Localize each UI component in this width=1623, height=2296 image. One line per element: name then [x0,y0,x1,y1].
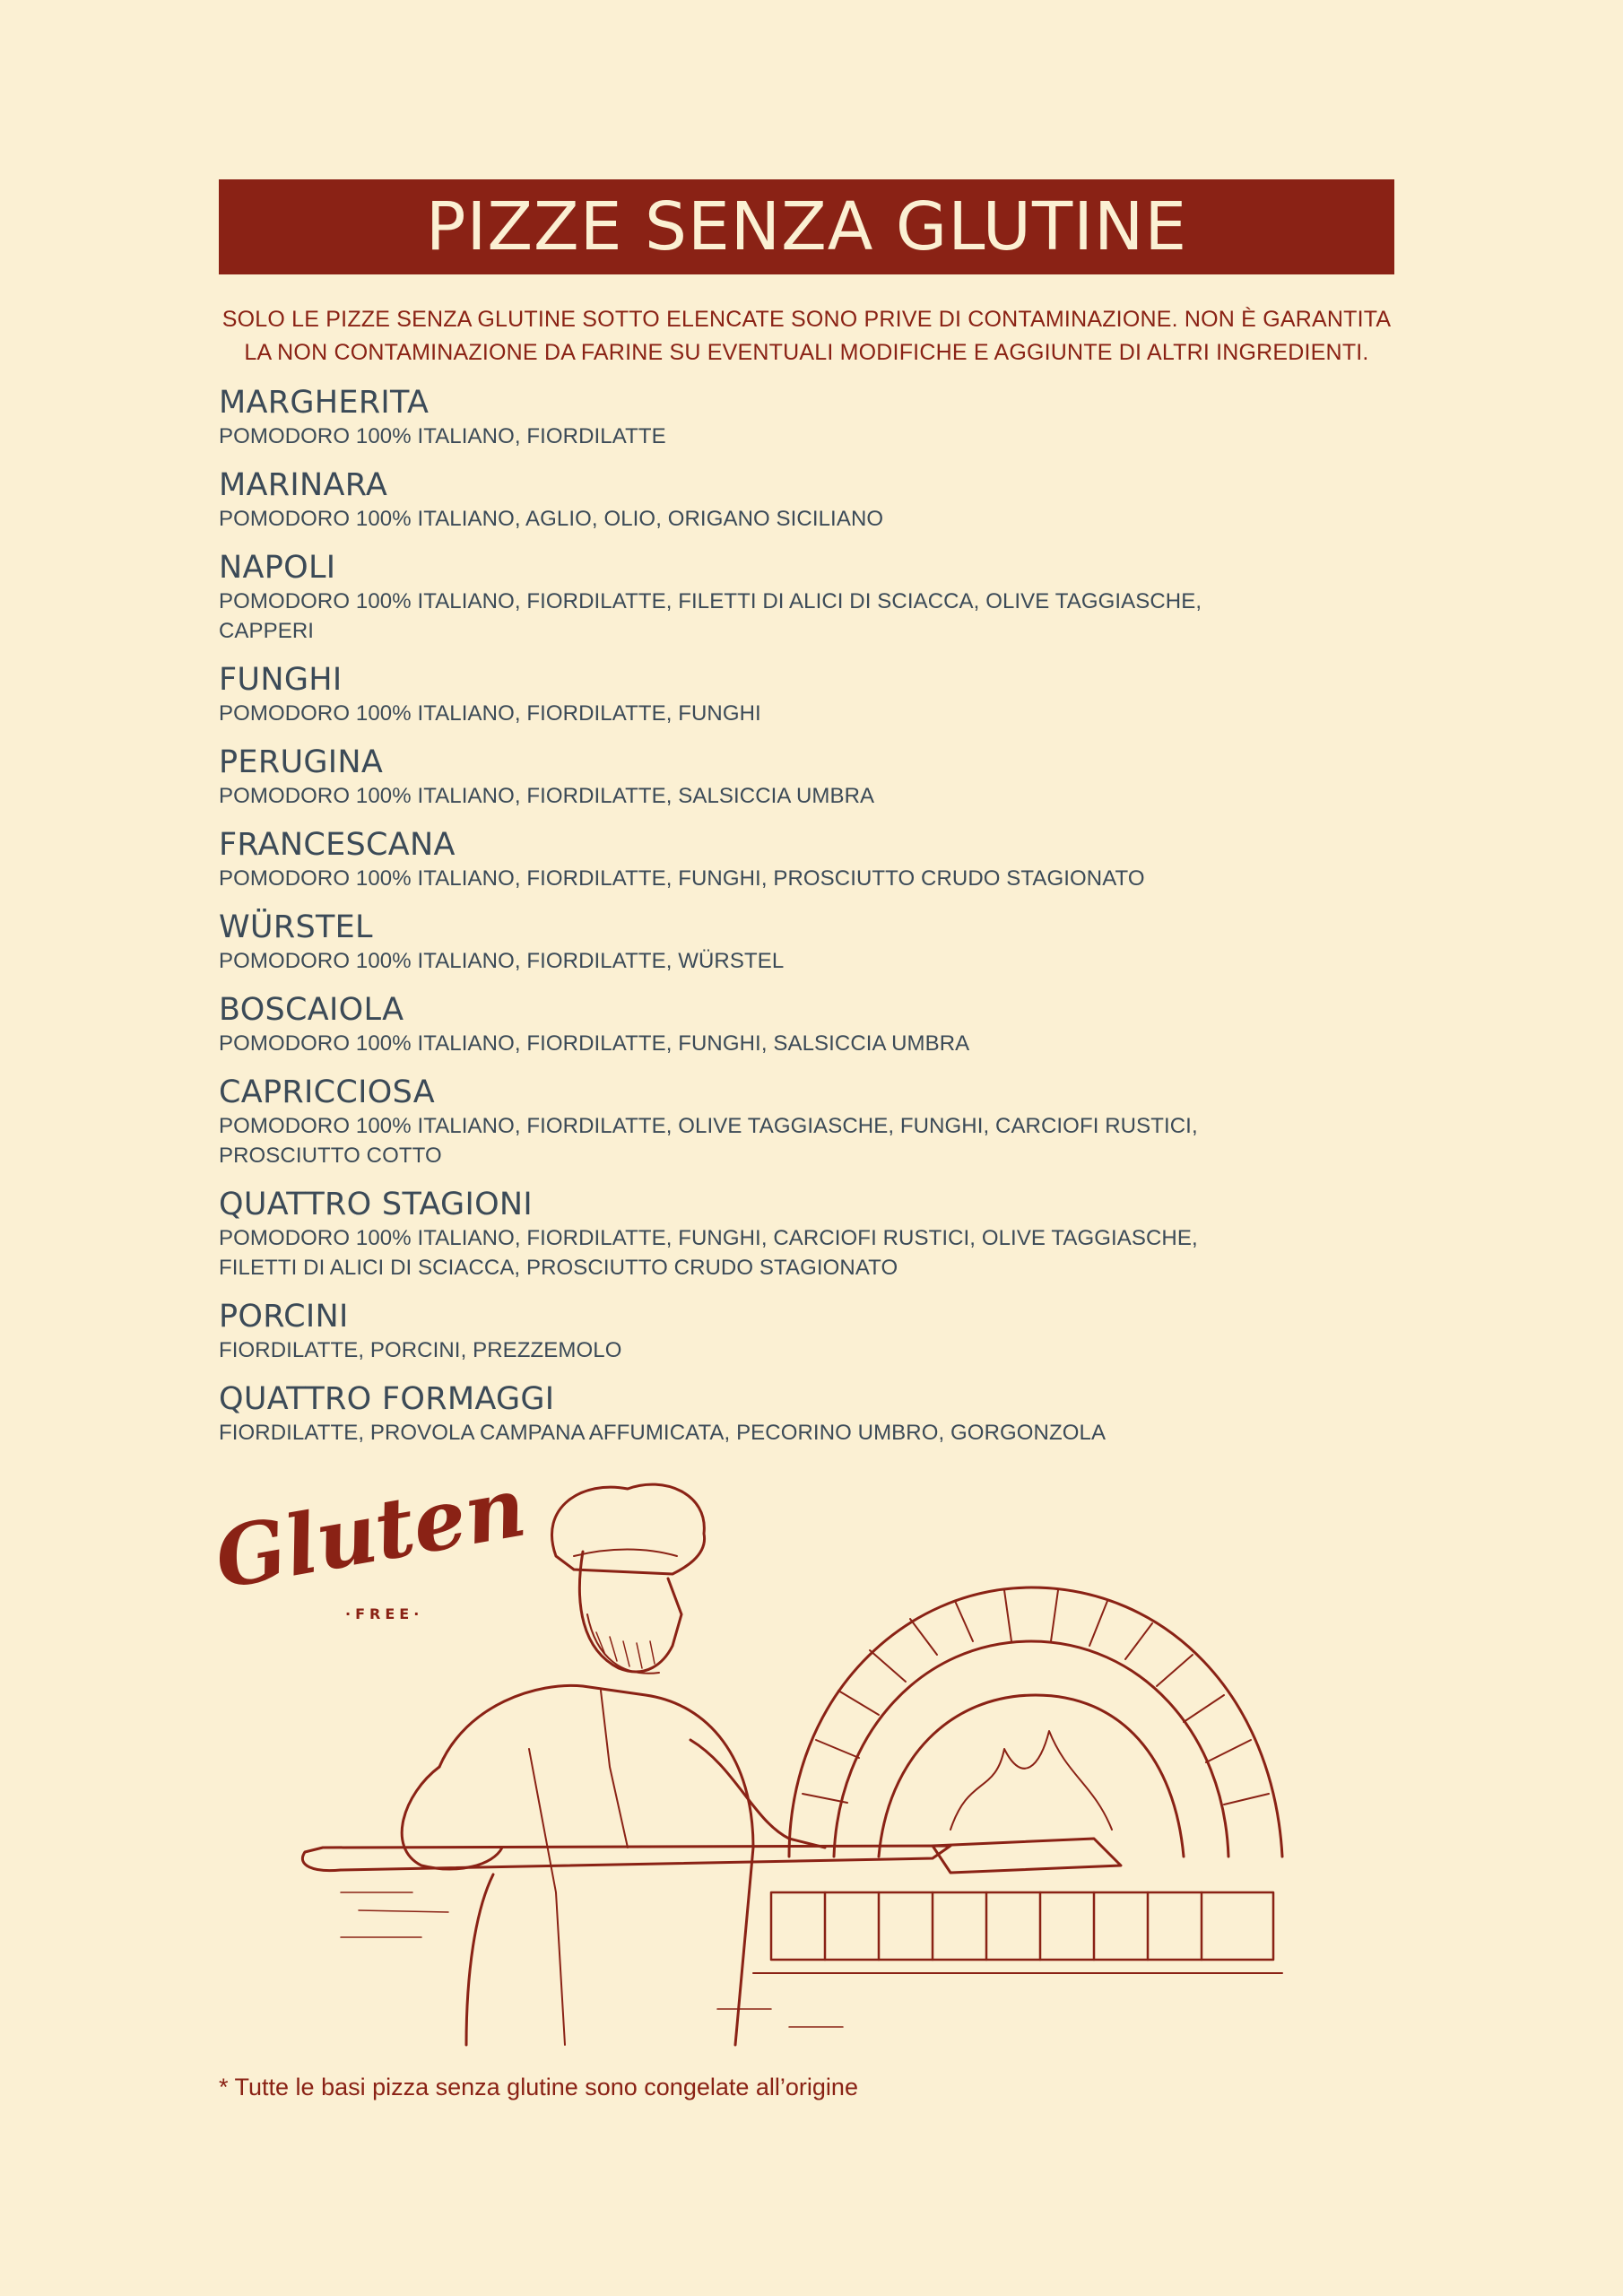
menu-item [219,1380,1277,1448]
pizza-ingredients: POMODORO 100% ITALIANO, FIORDILATTE, OLIVE TAGGIASCHE, FUNGHI, CARCIOFI RUSTICI, PROSCIUTTO COTTO [219,1114,1198,1168]
footnote: * Tutte le basi pizza senza glutine sono congelate all’origine [219,2074,858,2100]
menu-item [219,909,1277,976]
pizza-ingredients: POMODORO 100% ITALIANO, FIORDILATTE [219,424,666,448]
contamination-notice: SOLO LE PIZZE SENZA GLUTINE SOTTO ELENCATE SONO PRIVE DI CONTAMINAZIONE. NON È GARANTITA LA NON CONTAMINAZIONE DA FARINE SU EVENTUALI MODIFICHE E AGGIUNTE DI ALTRI INGREDIENTI. [221,307,1392,365]
menu-item [219,384,1277,451]
pizza-ingredients: FIORDILATTE, PORCINI, PREZZEMOLO [219,1338,622,1362]
pizza-name: WÜRSTEL [219,909,373,945]
menu-item [219,661,1277,728]
pizza-ingredients: POMODORO 100% ITALIANO, FIORDILATTE, WÜRSTEL [219,949,785,973]
menu-item [219,744,1277,811]
pizza-ingredients: POMODORO 100% ITALIANO, FIORDILATTE, FUNGHI [219,701,761,726]
pizza-ingredients: POMODORO 100% ITALIANO, FIORDILATTE, FUNGHI, CARCIOFI RUSTICI, OLIVE TAGGIASCHE, FILETTI DI ALICI DI SCIACCA, PROSCIUTTO CRUDO STAGIONATO [219,1226,1198,1280]
pizza-name: QUATTRO FORMAGGI [219,1381,555,1417]
menu-item [219,549,1277,646]
menu-item [219,1298,1277,1365]
pizza-ingredients: POMODORO 100% ITALIANO, AGLIO, OLIO, ORIGANO SICILIANO [219,507,884,531]
pizza-ingredients: FIORDILATTE, PROVOLA CAMPANA AFFUMICATA, PECORINO UMBRO, GORGONZOLA [219,1421,1107,1445]
pizza-ingredients: POMODORO 100% ITALIANO, FIORDILATTE, FUNGHI, PROSCIUTTO CRUDO STAGIONATO [219,866,1145,891]
svg-text:·FREE·: ·FREE· [345,1605,424,1622]
pizza-name: MARGHERITA [219,385,430,421]
pizza-name: BOSCAIOLA [219,992,404,1028]
pizza-name: MARINARA [219,467,388,503]
pizza-ingredients: POMODORO 100% ITALIANO, FIORDILATTE, FILETTI DI ALICI DI SCIACCA, OLIVE TAGGIASCHE, CAPPERI [219,589,1202,643]
menu-item [219,826,1277,893]
pizza-list [219,384,1277,1463]
pizza-chef-illustration [287,1471,1345,2054]
pizza-ingredients: POMODORO 100% ITALIANO, FIORDILATTE, FUNGHI, SALSICCIA UMBRA [219,1031,970,1056]
title-banner [219,179,1394,274]
pizza-name: FUNGHI [219,662,343,698]
pizza-ingredients: POMODORO 100% ITALIANO, FIORDILATTE, SALSICCIA UMBRA [219,784,875,808]
menu-item [219,1074,1277,1170]
page-title: PIZZE SENZA GLUTINE [425,188,1188,265]
pizza-name: CAPRICCIOSA [219,1074,435,1110]
pizza-name: FRANCESCANA [219,827,456,863]
pizza-name: QUATTRO STAGIONI [219,1187,534,1222]
pizza-name: PERUGINA [219,744,384,780]
pizza-name: NAPOLI [219,550,336,586]
menu-item [219,991,1277,1058]
svg-text:Gluten: Gluten [208,1457,533,1608]
pizza-name: PORCINI [219,1299,349,1335]
menu-item [219,1186,1277,1283]
menu-item [219,466,1277,534]
